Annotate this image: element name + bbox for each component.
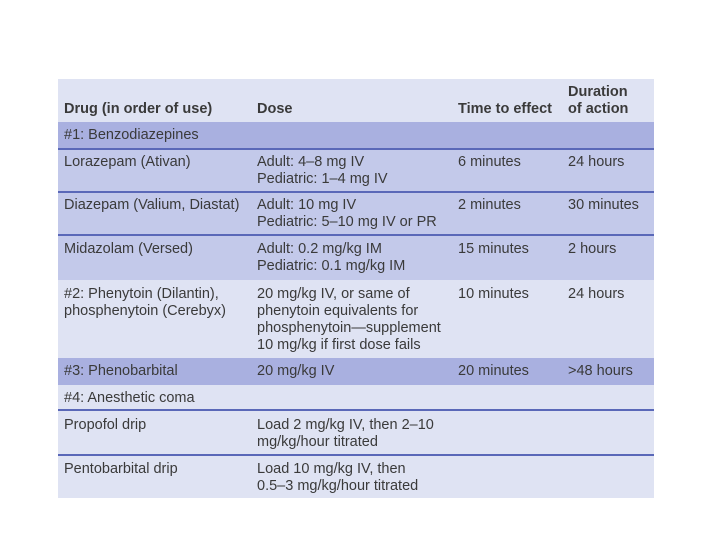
duration: 24 hours bbox=[568, 154, 625, 170]
table-header bbox=[58, 79, 654, 122]
drug-name: Pentobarbital drip bbox=[64, 461, 178, 477]
duration: 24 hours bbox=[568, 286, 625, 302]
dose-line1: Load 2 mg/kg IV, then 2–10 bbox=[257, 417, 434, 433]
table-row-lorazepam bbox=[58, 150, 654, 192]
section-row-benzodiazepines bbox=[58, 122, 654, 149]
dose-pediatric: Pediatric: 5–10 mg IV or PR bbox=[257, 214, 437, 230]
dose-line3: phosphenytoin—supplement bbox=[257, 320, 441, 336]
table-row-phenytoin bbox=[58, 280, 654, 358]
dose-line2: phenytoin equivalents for bbox=[257, 303, 419, 319]
table-row-pentobarbital bbox=[58, 456, 654, 498]
drug-name-line1: #2: Phenytoin (Dilantin), bbox=[64, 286, 219, 302]
drug-name: Midazolam (Versed) bbox=[64, 241, 193, 257]
dose-adult: Adult: 10 mg IV bbox=[257, 197, 357, 213]
dose-line4: 10 mg/kg if first dose fails bbox=[257, 337, 421, 353]
drug-name-line2: phosphenytoin (Cerebyx) bbox=[64, 303, 227, 319]
dose: 20 mg/kg IV bbox=[257, 363, 335, 379]
time-to-effect: 10 minutes bbox=[458, 286, 529, 302]
dose-line2: 0.5–3 mg/kg/hour titrated bbox=[257, 478, 419, 494]
drug-name: Diazepam (Valium, Diastat) bbox=[64, 197, 240, 213]
time-to-effect: 15 minutes bbox=[458, 241, 529, 257]
time-to-effect: 2 minutes bbox=[458, 197, 521, 213]
drug-name: Lorazepam (Ativan) bbox=[64, 154, 191, 170]
duration: >48 hours bbox=[568, 363, 633, 379]
table-row-phenobarbital bbox=[58, 358, 654, 385]
table-row-diazepam bbox=[58, 193, 654, 235]
dose-line2: mg/kg/hour titrated bbox=[257, 434, 378, 450]
table-row-midazolam bbox=[58, 236, 654, 280]
time-to-effect: 6 minutes bbox=[458, 154, 521, 170]
dose-adult: Adult: 4–8 mg IV bbox=[257, 154, 365, 170]
section-title: #1: Benzodiazepines bbox=[64, 127, 199, 143]
duration: 2 hours bbox=[568, 241, 617, 257]
section-title: #4: Anesthetic coma bbox=[64, 390, 195, 406]
seizure-drug-table bbox=[58, 79, 654, 498]
header-dose: Dose bbox=[257, 101, 293, 117]
drug-name: Propofol drip bbox=[64, 417, 147, 433]
header-time: Time to effect bbox=[458, 101, 553, 117]
header-duration-line1: Duration bbox=[568, 84, 628, 100]
section-row-anesthetic-coma bbox=[58, 385, 654, 410]
duration: 30 minutes bbox=[568, 197, 639, 213]
dose-pediatric: Pediatric: 0.1 mg/kg IM bbox=[257, 258, 406, 274]
dose-line1: Load 10 mg/kg IV, then bbox=[257, 461, 406, 477]
header-duration-line2: of action bbox=[568, 101, 629, 117]
drug-name: #3: Phenobarbital bbox=[64, 363, 178, 379]
table-row-propofol bbox=[58, 411, 654, 455]
header-drug: Drug (in order of use) bbox=[64, 101, 213, 117]
time-to-effect: 20 minutes bbox=[458, 363, 529, 379]
dose-line1: 20 mg/kg IV, or same of bbox=[257, 286, 410, 302]
dose-pediatric: Pediatric: 1–4 mg IV bbox=[257, 171, 388, 187]
dose-adult: Adult: 0.2 mg/kg IM bbox=[257, 241, 382, 257]
